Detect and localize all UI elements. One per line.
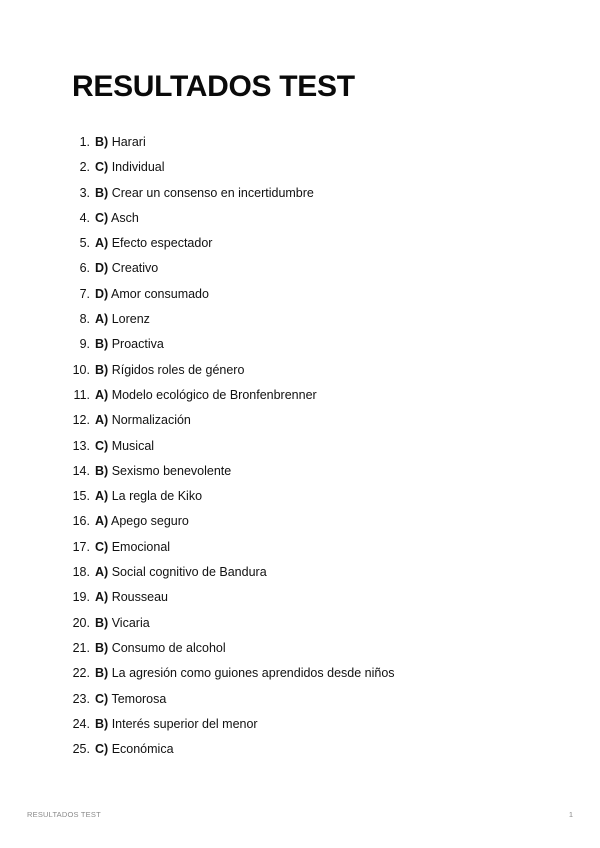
answer-letter: B) <box>95 362 109 377</box>
answer-letter: C) <box>95 160 109 175</box>
answer-letter: A) <box>95 387 109 402</box>
answer-number: 25. <box>72 742 90 757</box>
answer-letter: B) <box>95 185 109 200</box>
answer-number: 4. <box>79 210 90 225</box>
answer-body <box>95 690 166 709</box>
footer-title: RESULTADOS TEST <box>27 810 101 819</box>
answer-body <box>95 538 170 557</box>
answer-body <box>95 133 146 152</box>
answer-letter: D) <box>95 261 109 276</box>
answer-body <box>95 639 226 658</box>
answer-letter: D) <box>95 286 109 301</box>
answer-text: Modelo ecológico de Bronfenbrenner <box>111 387 317 402</box>
answer-number: 15. <box>72 489 90 504</box>
answer-text: Creativo <box>111 261 159 276</box>
answer-text: Rousseau <box>111 590 168 605</box>
answer-body <box>95 234 212 253</box>
answer-body <box>95 158 165 177</box>
answer-number: 8. <box>79 312 90 327</box>
answer-number: 2. <box>79 160 90 175</box>
answer-text: Amor consumado <box>111 286 209 301</box>
answer-letter: A) <box>95 514 109 529</box>
answer-number: 16. <box>72 514 90 529</box>
answer-body <box>95 310 150 329</box>
page-title: RESULTADOS TEST <box>72 70 355 103</box>
answer-number: 1. <box>79 135 90 149</box>
answer-body <box>95 411 191 430</box>
answer-letter: C) <box>95 210 109 225</box>
answer-number: 24. <box>72 716 90 731</box>
answer-number: 13. <box>72 438 90 453</box>
answer-number: 17. <box>72 539 90 554</box>
answer-body <box>95 614 150 633</box>
answer-text: Temorosa <box>111 691 167 706</box>
answer-body <box>95 335 164 354</box>
answer-text: Efecto espectador <box>111 236 213 251</box>
answer-letter: B) <box>95 615 109 630</box>
answer-text: La regla de Kiko <box>111 489 203 504</box>
answer-letter: B) <box>95 716 109 731</box>
answer-body <box>95 184 314 203</box>
answer-body <box>95 209 139 228</box>
answer-letter: A) <box>95 565 109 580</box>
answer-letter: A) <box>95 489 109 504</box>
answer-text: La agresión como guiones aprendidos desde niños <box>111 666 395 681</box>
answer-number: 6. <box>79 261 90 276</box>
answer-number: 10. <box>72 362 90 377</box>
answer-letter: C) <box>95 438 109 453</box>
answer-text: Consumo de alcohol <box>111 640 226 655</box>
answer-text: Proactiva <box>111 337 164 352</box>
answer-body <box>95 563 267 582</box>
answer-body <box>95 386 317 405</box>
answer-text: Harari <box>111 135 146 149</box>
answer-number: 7. <box>79 286 90 301</box>
answer-number: 22. <box>72 666 90 681</box>
answer-number: 14. <box>72 463 90 478</box>
answer-text: Musical <box>111 438 155 453</box>
answer-letter: B) <box>95 463 109 478</box>
answer-body <box>95 715 258 734</box>
answer-body <box>95 462 231 481</box>
answer-number: 11. <box>73 387 90 402</box>
answer-letter: A) <box>95 312 109 327</box>
answer-text: Sexismo benevolente <box>111 463 232 478</box>
answer-text: Social cognitivo de Bandura <box>111 565 267 580</box>
answer-text: Crear un consenso en incertidumbre <box>111 185 314 200</box>
answer-text: Apego seguro <box>111 514 189 529</box>
answer-body <box>95 512 189 531</box>
answer-body <box>95 487 202 506</box>
answer-text: Rígidos roles de género <box>111 362 245 377</box>
answer-body <box>95 740 174 759</box>
footer-page-number: 1 <box>568 810 573 819</box>
answer-text: Normalización <box>111 413 191 428</box>
answer-number: 23. <box>72 691 90 706</box>
answer-body <box>95 285 209 304</box>
answer-letter: C) <box>95 691 109 706</box>
answer-body <box>95 437 154 456</box>
answer-number: 20. <box>72 615 90 630</box>
answer-text: Económica <box>111 742 174 757</box>
answer-text: Individual <box>111 160 165 175</box>
answer-text: Emocional <box>111 539 171 554</box>
answer-number: 19. <box>72 590 90 605</box>
answer-letter: B) <box>95 135 109 149</box>
answer-body <box>95 588 168 607</box>
answer-text: Vicaria <box>111 615 150 630</box>
answer-letter: A) <box>95 590 109 605</box>
answer-letter: B) <box>95 640 109 655</box>
answer-number: 12. <box>72 413 90 428</box>
answer-letter: C) <box>95 539 109 554</box>
answer-number: 9. <box>79 337 90 352</box>
answer-number: 21. <box>72 640 90 655</box>
answer-letter: C) <box>95 742 109 757</box>
answer-letter: A) <box>95 236 109 251</box>
answer-letter: B) <box>95 337 109 352</box>
answer-letter: A) <box>95 413 109 428</box>
answer-text: Asch <box>111 210 139 225</box>
answer-number: 5. <box>79 236 90 251</box>
answer-letter: B) <box>95 666 109 681</box>
answer-body <box>95 664 395 683</box>
answer-text: Lorenz <box>111 312 150 327</box>
answer-number: 18. <box>72 565 90 580</box>
answer-text: Interés superior del menor <box>111 716 258 731</box>
answer-body <box>95 259 158 278</box>
answer-number: 3. <box>79 185 90 200</box>
answer-body <box>95 361 244 380</box>
